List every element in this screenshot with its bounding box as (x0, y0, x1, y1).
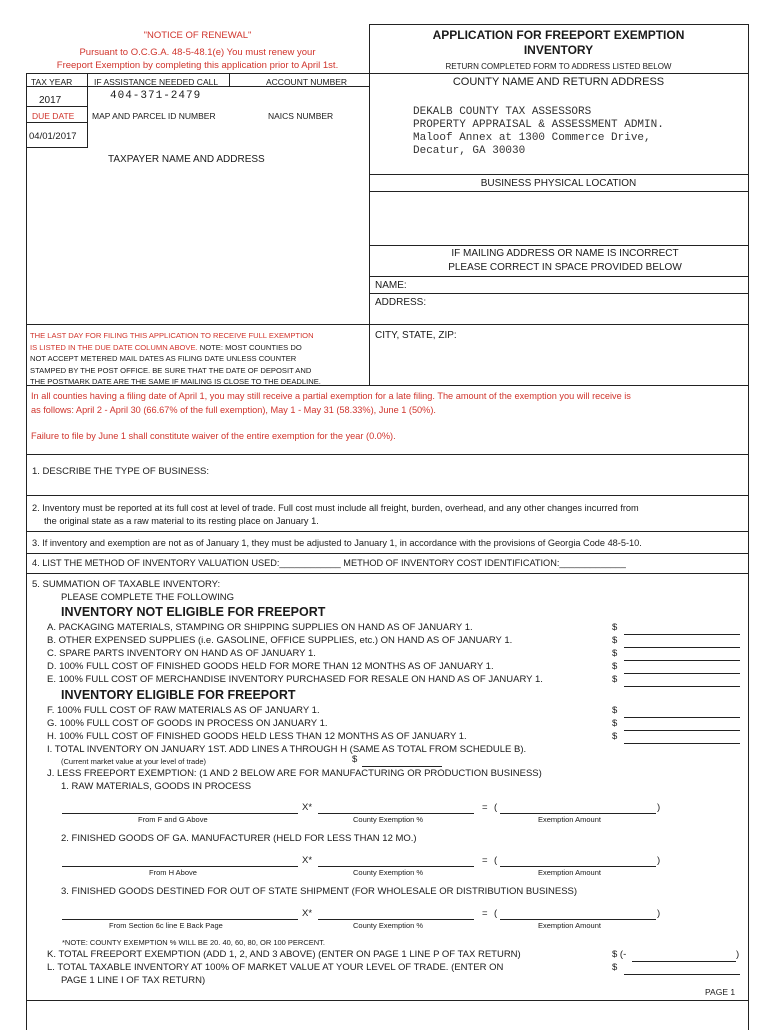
grid-line (26, 531, 748, 532)
return-note: RETURN COMPLETED FORM TO ADDRESS LISTED BELOW (445, 62, 672, 71)
exemption-1-from: From F and G Above (138, 815, 208, 824)
exemption-1-label: 1. RAW MATERIALS, GOODS IN PROCESS (61, 781, 252, 792)
taxpayer-label: TAXPAYER NAME AND ADDRESS (108, 154, 265, 165)
total-l-field[interactable] (624, 964, 740, 975)
county-address-line-3: Maloof Annex at 1300 Commerce Drive, (413, 132, 651, 144)
multiply-sign: X* (302, 908, 313, 919)
amount-d-field[interactable] (624, 663, 740, 674)
total-k-field[interactable] (632, 951, 736, 962)
line-h: H. 100% FULL COST OF FINISHED GOODS HELD LESS THAN 12 MONTHS AS OF JANUARY 1. (47, 731, 467, 742)
grid-line (369, 191, 748, 192)
naics-label: NAICS NUMBER (268, 111, 334, 121)
exemption-3-from: From Section 6c line E Back Page (109, 921, 223, 930)
grid-line (26, 553, 748, 554)
grid-line (26, 454, 748, 455)
county-exemption-note: *NOTE: COUNTY EXEMPTION % WILL BE 20. 40, 60, 80, OR 100 PERCENT. (62, 938, 326, 947)
section-5-heading: 5. SUMMATION OF TAXABLE INVENTORY: (32, 579, 221, 590)
section-3: 3. If inventory and exemption are not as of January 1, they must be adjusted to January 1, in accordance with the provisions of Georgia Code 48-5-10. (32, 538, 642, 548)
line-k: K. TOTAL FREEPORT EXEMPTION (ADD 1, 2, AND 3 ABOVE) (ENTER ON PAGE 1 LINE P OF TAX RETURN) (47, 949, 521, 960)
last-day-line-3: NOT ACCEPT METERED MAIL DATES AS FILING DATE UNLESS COUNTER (30, 354, 297, 363)
line-a: A. PACKAGING MATERIALS, STAMPING OR SHIPPING SUPPLIES ON HAND AS OF JANUARY 1. (47, 622, 473, 633)
dollar-sign: $ (352, 754, 358, 765)
equals-sign: = (482, 802, 488, 813)
dollar-sign: $ (612, 718, 618, 729)
account-label: ACCOUNT NUMBER (266, 77, 348, 87)
multiply-sign: X* (302, 802, 313, 813)
address-label: ADDRESS: (375, 297, 427, 308)
dollar-sign: $ (612, 648, 618, 659)
section-4: 4. LIST THE METHOD OF INVENTORY VALUATION USED:____________ METHOD OF INVENTORY COST IDENTIFICATION:_____________ (32, 558, 626, 568)
section-5-subheading: PLEASE COMPLETE THE FOLLOWING (61, 592, 234, 603)
grid-line (26, 106, 87, 107)
amount-i-field[interactable] (362, 756, 442, 767)
amount-g-field[interactable] (624, 720, 740, 731)
late-filing-line-1: In all counties having a filing date of April 1, you may still receive a partial exemption for a late filing. The amount of the exemption you will receive is (31, 391, 631, 401)
exemption-3-amount-field[interactable] (500, 909, 656, 920)
last-day-notice (30, 330, 366, 388)
line-l-2: PAGE 1 LINE I OF TAX RETURN) (61, 975, 206, 986)
section-2-line-1: 2. Inventory must be reported at its full cost at level of trade. Full cost must include all freight, burden, overhead, and any other changes incurred from (32, 503, 639, 513)
pursuant-line-2: Freeport Exemption by completing this application prior to April 1st. (56, 60, 339, 71)
amount-b-field[interactable] (624, 637, 740, 648)
multiply-sign: X* (302, 855, 313, 866)
notice-of-renewal: "NOTICE OF RENEWAL" (143, 30, 252, 41)
county-address-line-4: Decatur, GA 30030 (413, 145, 526, 157)
amount-a-field[interactable] (624, 624, 740, 635)
line-b: B. OTHER EXPENSED SUPPLIES (i.e. GASOLINE, OFFICE SUPPLIES, etc.) ON HAND AS OF JANUARY 1. (47, 635, 513, 646)
county-percent-caption: County Exemption % (353, 868, 424, 877)
line-l-1: L. TOTAL TAXABLE INVENTORY AT 100% OF MARKET VALUE AT YOUR LEVEL OF TRADE. (ENTER ON (47, 962, 504, 973)
county-name-heading: COUNTY NAME AND RETURN ADDRESS (452, 76, 665, 88)
tax-year-value: 2017 (39, 95, 62, 106)
dollar-sign: $ (612, 661, 618, 672)
grid-line (26, 86, 369, 87)
county-address-line-2: PROPERTY APPRAISAL & ASSESSMENT ADMIN. (413, 119, 664, 131)
line-d: D. 100% FULL COST OF FINISHED GOODS HELD FOR MORE THAN 12 MONTHS AS OF JANUARY 1. (47, 661, 494, 672)
dollar-sign: $ (612, 622, 618, 633)
county-percent-caption: County Exemption % (353, 921, 424, 930)
exemption-2-percent-field[interactable] (318, 856, 474, 867)
line-f: F. 100% FULL COST OF RAW MATERIALS AS OF JANUARY 1. (47, 705, 320, 716)
amount-e-field[interactable] (624, 676, 740, 687)
last-day-line-2-red: IS LISTED IN THE DUE DATE COLUMN ABOVE. (30, 342, 198, 352)
paren-open: ( (494, 802, 498, 813)
line-i: I. TOTAL INVENTORY ON JANUARY 1ST. ADD LINES A THROUGH H (SAME AS TOTAL FROM SCHEDULE B). (47, 744, 527, 755)
physical-location-label: BUSINESS PHYSICAL LOCATION (480, 178, 637, 189)
exemption-3-percent-field[interactable] (318, 909, 474, 920)
amount-c-field[interactable] (624, 650, 740, 661)
paren-open: ( (494, 855, 498, 866)
grid-line (26, 385, 748, 386)
city-state-zip-label: CITY, STATE, ZIP: (375, 330, 457, 341)
grid-line (26, 73, 27, 1030)
line-c: C. SPARE PARTS INVENTORY ON HAND AS OF JANUARY 1. (47, 648, 316, 659)
paren-close: ) (657, 802, 661, 813)
line-g: G. 100% FULL COST OF GOODS IN PROCESS ON JANUARY 1. (47, 718, 328, 729)
name-label: NAME: (375, 280, 407, 291)
late-filing-line-2: as follows: April 2 - April 30 (66.67% of the full exemption), May 1 - May 31 (58.33%), June 1 (50%). (31, 405, 436, 415)
line-j: J. LESS FREEPORT EXEMPTION: (1 AND 2 BELOW ARE FOR MANUFACTURING OR PRODUCTION BUSINESS) (47, 768, 542, 779)
dollar-sign: $ (612, 635, 618, 646)
late-filing-line-3: Failure to file by June 1 shall constitute waiver of the entire exemption for the year (0.0%). (31, 431, 396, 441)
exemption-1-percent-field[interactable] (318, 803, 474, 814)
assist-phone: 404-371-2479 (110, 90, 202, 102)
grid-line (26, 122, 87, 123)
pursuant-line-1: Pursuant to O.C.G.A. 48-5-48.1(e) You must renew your (79, 47, 316, 58)
exemption-3-base-field[interactable] (62, 909, 298, 920)
grid-line (369, 245, 748, 246)
grid-line (369, 24, 748, 25)
exemption-1-base-field[interactable] (62, 803, 298, 814)
exemption-2-label: 2. FINISHED GOODS OF GA. MANUFACTURER (HELD FOR LESS THAN 12 MO.) (61, 833, 417, 844)
total-l-prefix: $ (612, 962, 618, 973)
mailing-incorrect-2: PLEASE CORRECT IN SPACE PROVIDED BELOW (448, 262, 682, 273)
due-date-label: DUE DATE (32, 111, 75, 121)
grid-line (26, 495, 748, 496)
not-eligible-heading: INVENTORY NOT ELIGIBLE FOR FREEPORT (61, 605, 326, 619)
grid-line (369, 276, 748, 277)
exemption-amount-caption: Exemption Amount (538, 868, 601, 877)
county-address-line-1: DEKALB COUNTY TAX ASSESSORS (413, 106, 592, 118)
grid-line (26, 1000, 748, 1001)
grid-line (369, 293, 748, 294)
section-1-business-type: 1. DESCRIBE THE TYPE OF BUSINESS: (32, 466, 210, 477)
line-i-subtext: (Current market value at your level of trade) (61, 757, 207, 766)
amount-h-field[interactable] (624, 733, 740, 744)
exemption-2-from: From H Above (149, 868, 197, 877)
dollar-sign: $ (612, 705, 618, 716)
last-day-line-1: THE LAST DAY FOR FILING THIS APPLICATION TO RECEIVE FULL EXEMPTION (30, 331, 314, 340)
total-k-prefix: $ (- (612, 949, 627, 960)
grid-line (229, 73, 230, 86)
last-day-line-4: STAMPED BY THE POST OFFICE. BE SURE THAT THE DATE OF DEPOSIT AND (30, 365, 312, 375)
line-e: E. 100% FULL COST OF MERCHANDISE INVENTORY PURCHASED FOR RESALE ON HAND AS OF JANUARY 1. (47, 674, 543, 685)
grid-line (26, 324, 748, 325)
exemption-1-amount-field[interactable] (500, 803, 656, 814)
exemption-amount-caption: Exemption Amount (538, 921, 601, 930)
grid-line (26, 573, 748, 574)
county-percent-caption: County Exemption % (353, 815, 424, 824)
grid-line (369, 24, 370, 73)
paren-open: ( (494, 908, 498, 919)
exemption-2-base-field[interactable] (62, 856, 298, 867)
dollar-sign: $ (612, 731, 618, 742)
paren-close: ) (657, 908, 661, 919)
county-address (413, 106, 664, 158)
form-title-1: APPLICATION FOR FREEPORT EXEMPTION (432, 28, 685, 42)
paren-close: ) (657, 855, 661, 866)
tax-year-label: TAX YEAR (31, 77, 73, 87)
due-date-value: 04/01/2017 (29, 131, 77, 142)
page-number: PAGE 1 (705, 987, 736, 997)
paren-close: ) (736, 949, 740, 960)
grid-line (26, 73, 748, 74)
form-title-2: INVENTORY (523, 43, 594, 57)
grid-line (369, 174, 748, 175)
exemption-2-amount-field[interactable] (500, 856, 656, 867)
assist-label: IF ASSISTANCE NEEDED CALL (94, 77, 219, 87)
equals-sign: = (482, 855, 488, 866)
dollar-sign: $ (612, 674, 618, 685)
amount-f-field[interactable] (624, 707, 740, 718)
last-day-line-2: NOTE: MOST COUNTIES DO (197, 342, 302, 352)
last-day-line-5: THE POSTMARK DATE ARE THE SAME IF MAILING IS CLOSE TO THE DEADLINE. (30, 377, 321, 386)
exemption-amount-caption: Exemption Amount (538, 815, 601, 824)
mailing-incorrect-1: IF MAILING ADDRESS OR NAME IS INCORRECT (451, 248, 679, 259)
section-2-line-2: the original state as a raw material to its resting place on January 1. (44, 516, 319, 526)
grid-line (87, 73, 88, 148)
grid-line (748, 24, 749, 1030)
equals-sign: = (482, 908, 488, 919)
grid-line (26, 147, 87, 148)
exemption-3-label: 3. FINISHED GOODS DESTINED FOR OUT OF STATE SHIPMENT (FOR WHOLESALE OR DISTRIBUTION BUSINESS) (61, 886, 578, 897)
map-parcel-label: MAP AND PARCEL ID NUMBER (92, 111, 216, 121)
eligible-heading: INVENTORY ELIGIBLE FOR FREEPORT (61, 688, 296, 702)
